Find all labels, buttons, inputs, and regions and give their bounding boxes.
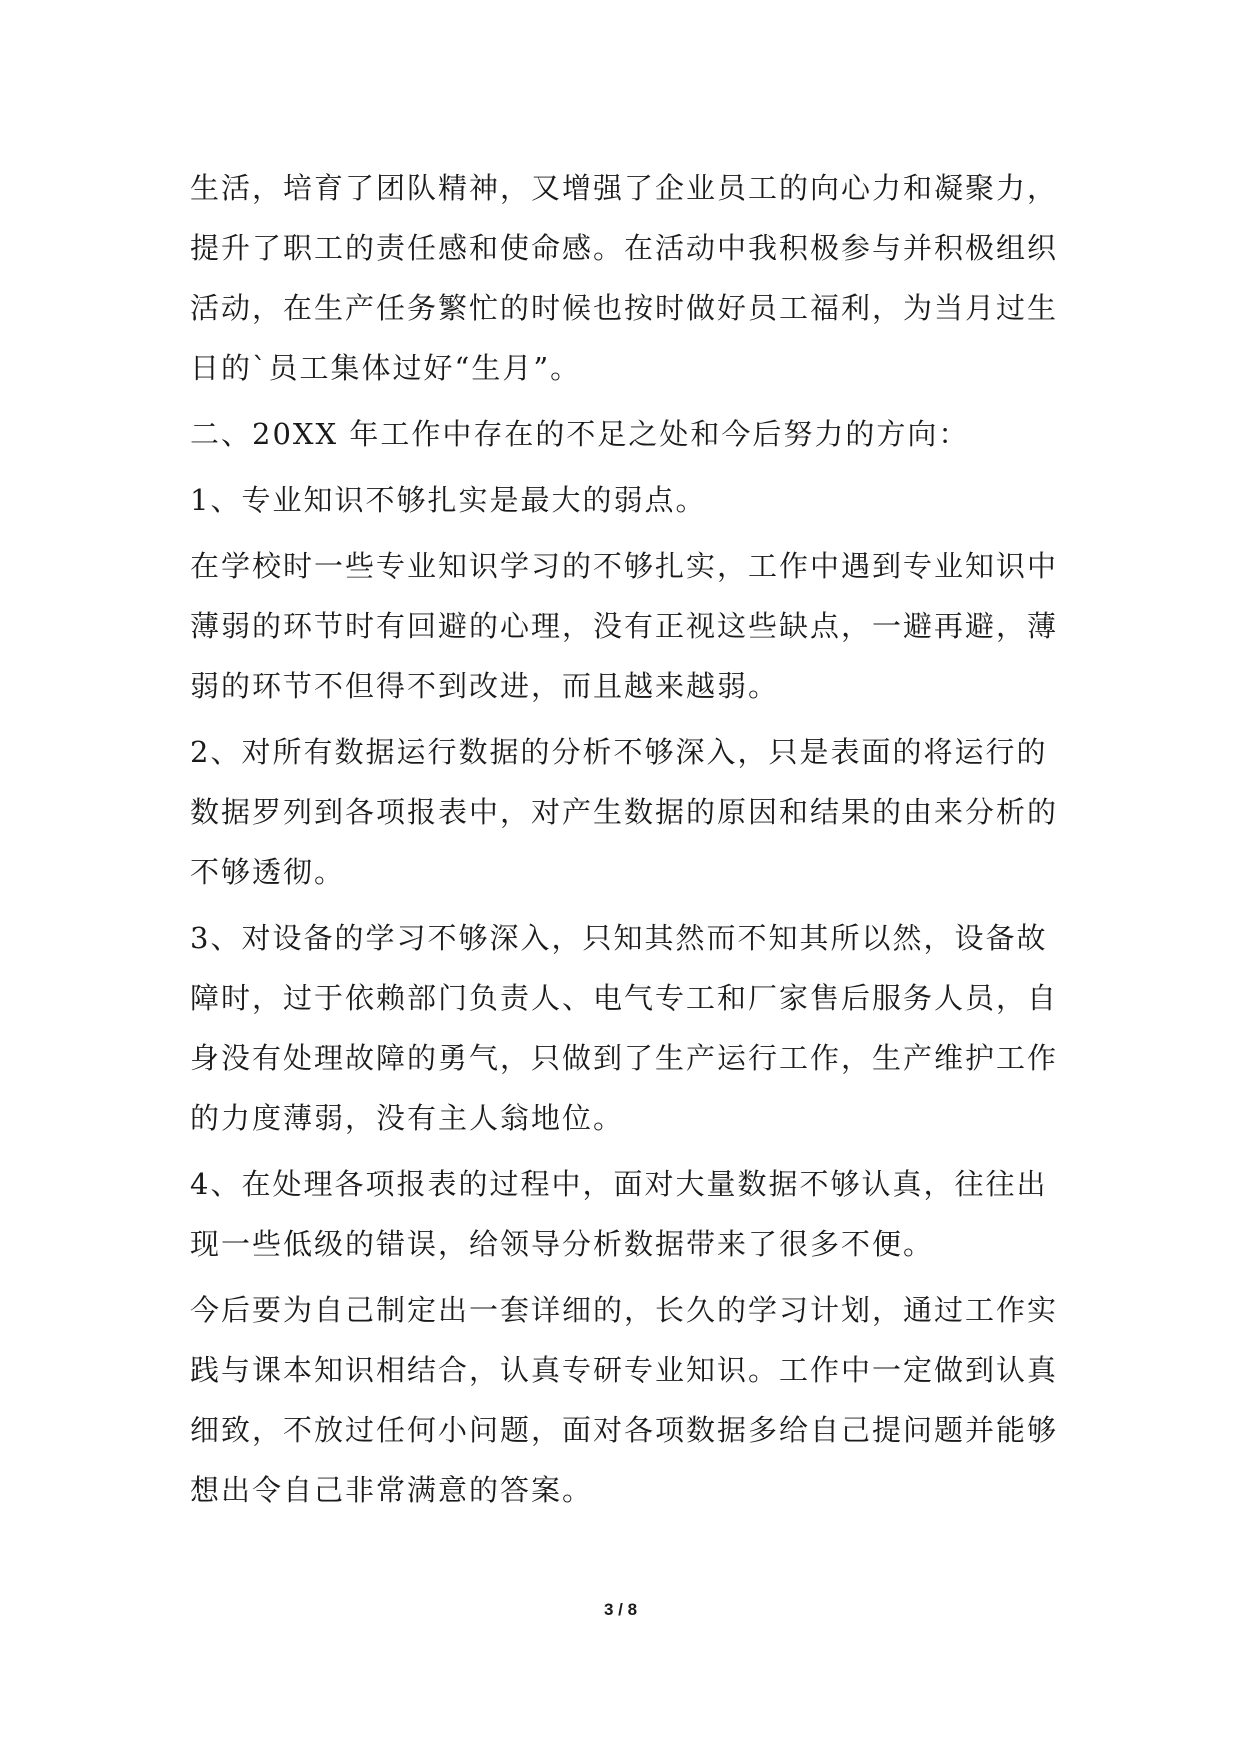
text-line: 在学校时一些专业知识学习的不够扎实，工作中遇到专业知识中: [190, 549, 1059, 583]
text-line: 践与课本知识相结合，认真专研专业知识。工作中一定做到认真: [190, 1353, 1059, 1387]
list-item: 2、对所有数据运行数据的分析不够深入，只是表面的将运行的: [190, 735, 1048, 769]
text-line: 今后要为自己制定出一套详细的，长久的学习计划，通过工作实: [190, 1293, 1059, 1327]
text-line: 日的`员工集体过好“生月”。: [190, 351, 582, 385]
list-item: 4、在处理各项报表的过程中，面对大量数据不够认真，往往出: [190, 1167, 1048, 1201]
list-item: 3、对设备的学习不够深入，只知其然而不知其所以然，设备故: [190, 921, 1048, 955]
text-line: 薄弱的环节时有回避的心理，没有正视这些缺点，一避再避，薄: [190, 609, 1059, 643]
text-line: 数据罗列到各项报表中，对产生数据的原因和结果的由来分析的: [190, 795, 1059, 829]
body-text: [190, 158, 1060, 1520]
text-line: 弱的环节不但得不到改进，而且越来越弱。: [190, 669, 780, 703]
section-heading: 二、20XX 年工作中存在的不足之处和今后努力的方向：: [190, 417, 970, 451]
text-line: 提升了职工的责任感和使命感。在活动中我积极参与并积极组织: [190, 231, 1059, 265]
page-number: 3 / 8: [603, 1600, 638, 1619]
text-line: 活动，在生产任务繁忙的时候也按时做好员工福利，为当月过生: [190, 291, 1059, 325]
text-line: 细致，不放过任何小问题，面对各项数据多给自己提问题并能够: [190, 1413, 1059, 1447]
text-line: 生活，培育了团队精神，又增强了企业员工的向心力和凝聚力，: [190, 171, 1059, 205]
text-line: 现一些低级的错误，给领导分析数据带来了很多不便。: [190, 1227, 935, 1261]
text-line: 不够透彻。: [190, 855, 346, 889]
text-line: 想出令自己非常满意的答案。: [190, 1473, 594, 1507]
text-line: 身没有处理故障的勇气，只做到了生产运行工作，生产维护工作: [190, 1041, 1059, 1075]
list-item-heading: 1、专业知识不够扎实是最大的弱点。: [190, 483, 707, 517]
text-line: 的力度薄弱，没有主人翁地位。: [190, 1101, 625, 1135]
text-line: 障时，过于依赖部门负责人、电气专工和厂家售后服务人员，自: [190, 981, 1059, 1015]
